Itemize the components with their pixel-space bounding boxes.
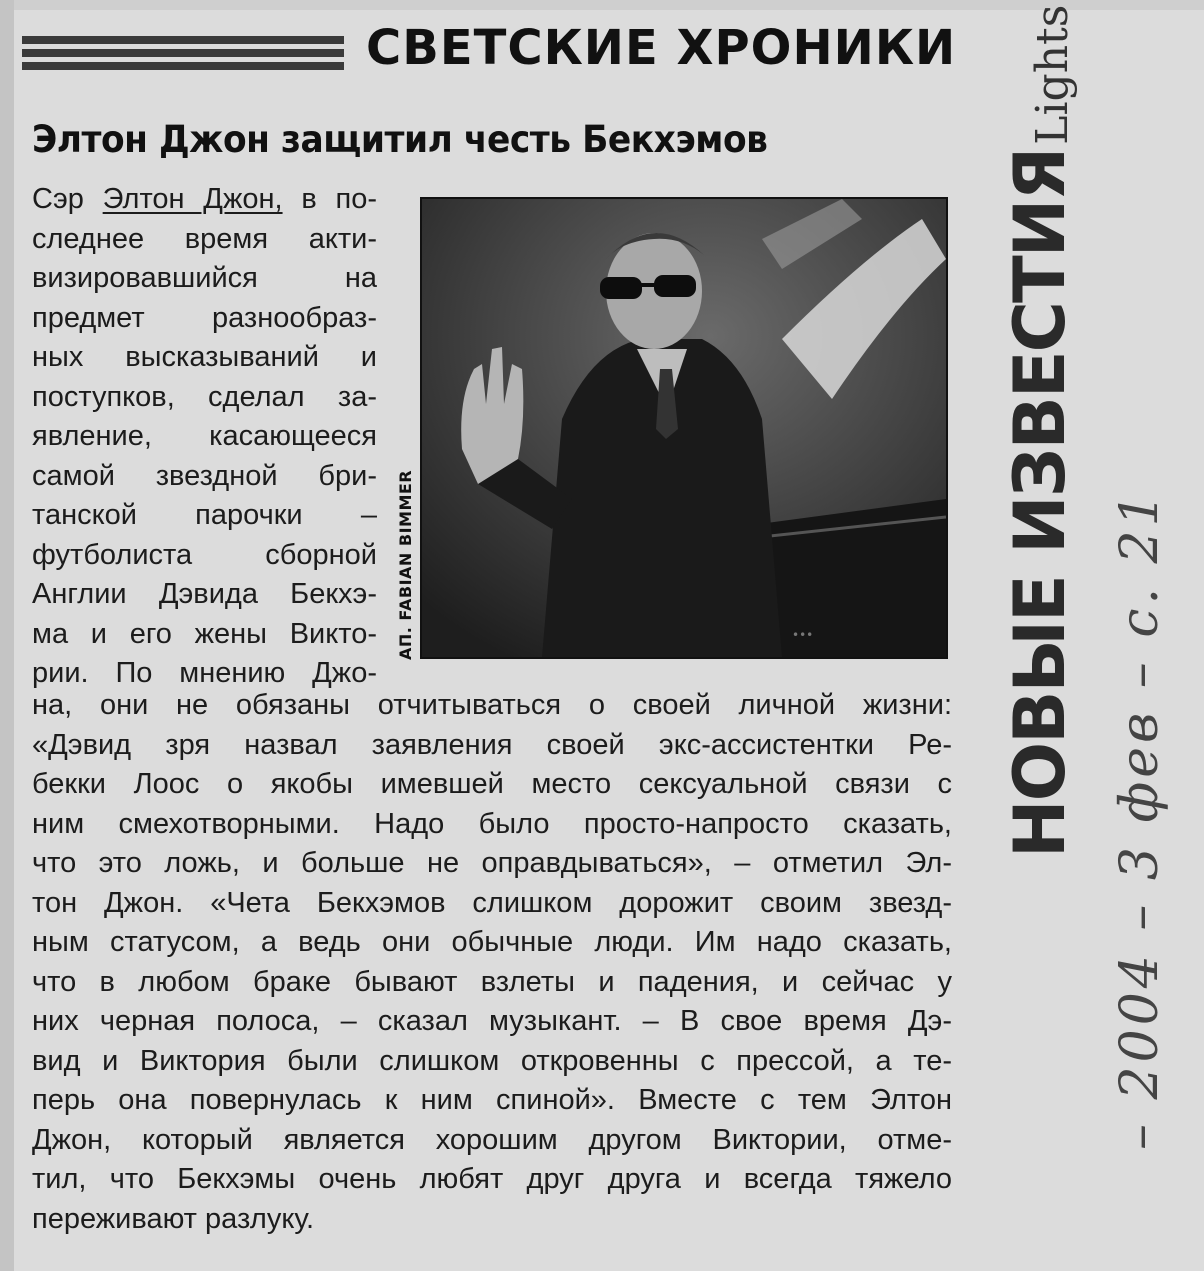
article-line: ма и его жены Викто- <box>32 617 377 650</box>
article-body-narrow-column <box>32 180 377 694</box>
photo-watermark-glyph: ••• <box>792 628 814 642</box>
article-line: вид и Виктория были слишком откровенны с прессой, а те- <box>32 1044 952 1077</box>
article-photo <box>420 197 948 659</box>
article-line: перь она повернулась к ним спиной». Вместе с тем Элтон <box>32 1084 952 1116</box>
article-line: рии. По мнению Джо- <box>32 657 377 689</box>
article-line: визировавшийся на <box>32 262 377 294</box>
masthead-subtitle: Lights <box>1027 4 1078 145</box>
photo-credit: АП. FABIAN BIMMER <box>396 469 415 660</box>
article-line: предмет разнообраз- <box>32 301 377 334</box>
article-line: тон Джон. «Чета Бекхэмов слишком дорожит своим звезд- <box>32 886 952 919</box>
article-line: танской парочки – <box>32 499 377 531</box>
rubric-bar <box>22 36 344 44</box>
article-line: переживают разлуку. <box>32 1202 315 1235</box>
article-line-text: Сэр <box>32 183 103 215</box>
article-line: самой звездной бри- <box>32 459 377 492</box>
article-line: явление, касающееся <box>32 420 377 452</box>
article-line: тил, что Бекхэмы очень любят друг друга и всегда тяжело <box>32 1163 952 1195</box>
masthead-title: НОВЫЕ ИЗВЕСТИЯ <box>999 148 1081 858</box>
newspaper-masthead <box>999 4 1081 858</box>
article-line: них черная полоса, – сказал музыкант. – В свое время Дэ- <box>32 1005 952 1037</box>
article-line: «Дэвид зря назвал заявления своей экс-ассистентки Ре- <box>32 728 952 761</box>
rubric-title: СВЕТСКИЕ ХРОНИКИ <box>366 20 957 76</box>
article-line: следнее время акти- <box>32 222 377 255</box>
article-line: ным статусом, а ведь они обычные люди. Им надо сказать, <box>32 926 952 958</box>
handwritten-date-note: – 2004 – 3 фев – с. 21 <box>1110 489 1170 1150</box>
rubric-bar <box>22 49 344 57</box>
rubric-decorative-bars <box>22 36 344 75</box>
article-line: Джон, который является хорошим другом Виктории, отме- <box>32 1123 952 1156</box>
article-line: что в любом браке бывают взлеты и падения, и сейчас у <box>32 965 952 998</box>
article-line: на, они не обязаны отчитываться о своей личной жизни: <box>32 689 952 721</box>
article-line-text: в по- <box>282 183 377 215</box>
photo-illustration <box>422 199 946 657</box>
article-body-wide-column <box>32 686 952 1239</box>
paper-left-edge <box>0 0 14 1271</box>
rubric-bar <box>22 62 344 70</box>
article-line: футболиста сборной <box>32 538 377 571</box>
article-line: ных высказываний и <box>32 341 377 373</box>
article-line: ним смехотворными. Надо было просто-напросто сказать, <box>32 807 952 840</box>
article-line: поступков, сделал за- <box>32 380 377 413</box>
underlined-name: Элтон Джон, <box>102 183 283 215</box>
article-headline: Элтон Джон защитил честь Бекхэмов <box>32 118 768 161</box>
article-line: бекки Лоос о якобы имевшей место сексуальной связи с <box>32 768 952 800</box>
article-line <box>32 180 377 220</box>
article-line: что это ложь, и больше не оправдываться», – отметил Эл- <box>32 847 952 879</box>
article-line: Англии Дэвида Бекхэ- <box>32 578 377 610</box>
